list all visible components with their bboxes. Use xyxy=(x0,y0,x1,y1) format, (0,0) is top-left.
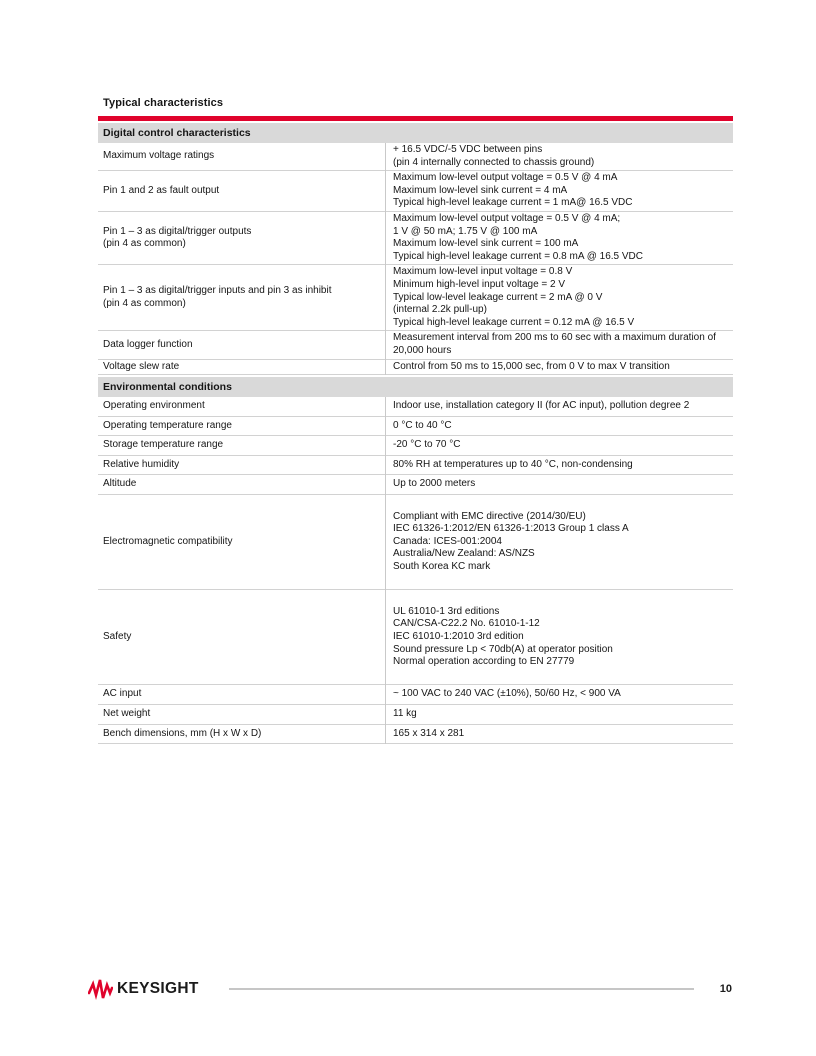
spec-label-cell xyxy=(98,704,386,724)
value-line: IEC 61010-1:2010 3rd edition xyxy=(393,631,524,642)
label-line: Data logger function xyxy=(103,338,193,350)
spec-label-cell xyxy=(98,436,386,456)
value-line: CAN/CSA-C22.2 No. 61010-1-12 xyxy=(393,618,540,630)
value-line: Compliant with EMC directive (2014/30/EU) xyxy=(393,510,586,522)
value-line: 165 x 314 x 281 xyxy=(393,727,465,739)
spec-value-cell xyxy=(386,495,734,590)
spec-value-cell xyxy=(386,397,734,416)
value-line: 1 V @ 50 mA; 1.75 V @ 100 mA xyxy=(393,225,538,237)
table-row xyxy=(98,265,733,331)
spec-label-cell xyxy=(98,455,386,475)
value-line: 80% RH at temperatures up to 40 °C, non-condensing xyxy=(393,458,633,470)
value-line: Minimum high-level input voltage = 2 V xyxy=(393,278,566,290)
page-number: 10 xyxy=(719,983,732,995)
spec-label-cell xyxy=(98,475,386,495)
spec-label-cell xyxy=(98,590,386,685)
value-line: UL 61010-1 3rd editions xyxy=(393,605,500,617)
table-row xyxy=(98,359,733,375)
value-line: -20 °C to 70 °C xyxy=(393,439,461,451)
label-line: Bench dimensions, mm (H x W x D) xyxy=(103,727,262,739)
value-line xyxy=(393,593,729,606)
spec-table xyxy=(98,397,733,744)
value-line: Maximum low-level output voltage = 0.5 V @ 4 mA xyxy=(393,172,618,184)
label-line: Electromagnetic compatibility xyxy=(103,535,233,547)
table-row xyxy=(98,143,733,171)
value-line: Maximum low-level output voltage = 0.5 V @ 4 mA; xyxy=(393,212,621,224)
spec-value-cell xyxy=(386,265,734,331)
value-line: (pin 4 internally connected to chassis ground) xyxy=(393,156,595,168)
label-line: Storage temperature range xyxy=(103,439,224,451)
label-line: Operating temperature range xyxy=(103,419,232,431)
keysight-spark-icon xyxy=(88,977,113,1001)
spec-label-cell xyxy=(98,685,386,705)
table-row xyxy=(98,455,733,475)
value-line: Typical low-level leakage current = 2 mA @ 0 V xyxy=(393,291,603,303)
spec-value-cell xyxy=(386,331,734,359)
spec-value-cell xyxy=(386,685,734,705)
table-row xyxy=(98,590,733,685)
value-line: Control from 50 ms to 15,000 sec, from 0 V to max V transition xyxy=(393,360,670,372)
spec-value-cell xyxy=(386,359,734,375)
value-line xyxy=(393,574,729,587)
value-line: Up to 2000 meters xyxy=(393,478,476,490)
footer-divider xyxy=(229,988,694,990)
spec-label-cell xyxy=(98,495,386,590)
table-row xyxy=(98,171,733,212)
table-row xyxy=(98,211,733,264)
spec-label-cell xyxy=(98,359,386,375)
value-line: (internal 2.2k pull-up) xyxy=(393,304,487,316)
value-line: Measurement interval from 200 ms to 60 sec with a maximum duration of 20,000 hours xyxy=(393,332,716,356)
value-line: Sound pressure Lp < 70db(A) at operator position xyxy=(393,643,613,655)
label-line: Net weight xyxy=(103,707,151,719)
label-line: Pin 1 – 3 as digital/trigger outputs xyxy=(103,225,252,237)
label-line: Relative humidity xyxy=(103,458,180,470)
spec-value-cell xyxy=(386,724,734,744)
spec-label-cell xyxy=(98,416,386,436)
table-row xyxy=(98,495,733,590)
title-accent-bar xyxy=(98,116,733,121)
spec-label-cell xyxy=(98,331,386,359)
value-line xyxy=(393,669,729,682)
spec-value-cell xyxy=(386,416,734,436)
spec-label-cell xyxy=(98,397,386,416)
spec-label-cell xyxy=(98,265,386,331)
value-line: Maximum low-level sink current = 100 mA xyxy=(393,238,579,250)
spec-value-cell xyxy=(386,455,734,475)
value-line: Indoor use, installation category II (for AC input), pollution degree 2 xyxy=(393,400,690,412)
value-line: Maximum low-level sink current = 4 mA xyxy=(393,184,568,196)
spec-label-cell xyxy=(98,211,386,264)
label-line: (pin 4 as common) xyxy=(103,238,186,250)
table-row xyxy=(98,704,733,724)
spec-sections xyxy=(98,123,733,744)
section-header: Environmental conditions xyxy=(98,377,733,397)
label-line: (pin 4 as common) xyxy=(103,297,186,309)
page-title: Typical characteristics xyxy=(103,97,224,109)
spec-table xyxy=(98,143,733,375)
label-line: Altitude xyxy=(103,478,137,490)
value-line: IEC 61326-1:2012/EN 61326-1:2013 Group 1 class A xyxy=(393,523,629,535)
page-footer xyxy=(88,975,732,1003)
spec-value-cell xyxy=(386,704,734,724)
section-header: Digital control characteristics xyxy=(98,123,733,143)
table-row xyxy=(98,416,733,436)
label-line: Maximum voltage ratings xyxy=(103,150,215,162)
label-line: Pin 1 – 3 as digital/trigger inputs and pin 3 as inhibit xyxy=(103,285,332,297)
label-line: Pin 1 and 2 as fault output xyxy=(103,184,220,196)
value-line: Typical high-level leakage current = 1 mA@ 16.5 VDC xyxy=(393,197,633,209)
value-line: Normal operation according to EN 27779 xyxy=(393,656,575,668)
value-line xyxy=(393,498,729,511)
value-line: 11 kg xyxy=(393,707,417,719)
table-row xyxy=(98,475,733,495)
table-row xyxy=(98,331,733,359)
keysight-logo xyxy=(88,977,199,1001)
spec-value-cell xyxy=(386,211,734,264)
spec-value-cell xyxy=(386,143,734,171)
value-line: Australia/New Zealand: AS/NZS xyxy=(393,548,535,560)
value-line: Typical high-level leakage current = 0.12 mA @ 16.5 V xyxy=(393,316,635,328)
table-row xyxy=(98,685,733,705)
spec-value-cell xyxy=(386,171,734,212)
brand-name: KEYSIGHT xyxy=(117,980,199,997)
spec-value-cell xyxy=(386,436,734,456)
spec-value-cell xyxy=(386,590,734,685)
table-row xyxy=(98,436,733,456)
spec-label-cell xyxy=(98,724,386,744)
label-line: Operating environment xyxy=(103,400,205,412)
table-row xyxy=(98,724,733,744)
label-line: AC input xyxy=(103,688,142,700)
label-line: Voltage slew rate xyxy=(103,360,180,372)
table-row xyxy=(98,397,733,416)
value-line: Maximum low-level input voltage = 0.8 V xyxy=(393,266,573,278)
value-line: ~ 100 VAC to 240 VAC (±10%), 50/60 Hz, < 900 VA xyxy=(393,688,621,700)
value-line: Canada: ICES-001:2004 xyxy=(393,535,502,547)
value-line: South Korea KC mark xyxy=(393,561,491,573)
spec-label-cell xyxy=(98,143,386,171)
page-content xyxy=(98,97,733,744)
label-line: Safety xyxy=(103,631,132,642)
value-line: 0 °C to 40 °C xyxy=(393,419,452,431)
spec-value-cell xyxy=(386,475,734,495)
value-line: Typical high-level leakage current = 0.8 mA @ 16.5 VDC xyxy=(393,250,643,262)
value-line: + 16.5 VDC/-5 VDC between pins xyxy=(393,144,543,155)
spec-label-cell xyxy=(98,171,386,212)
